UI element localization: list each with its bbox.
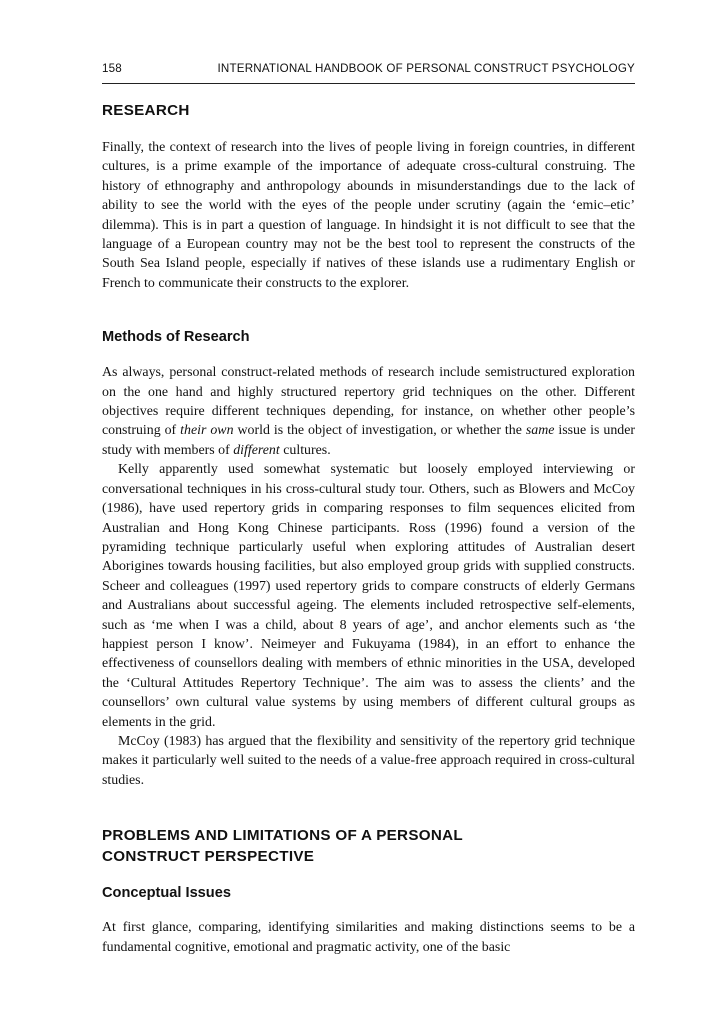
problems-heading [102, 825, 635, 867]
conceptual-section [102, 918, 635, 957]
problems-heading-line-1: PROBLEMS AND LIMITATIONS OF A PERSONAL [102, 827, 463, 845]
methods-p1-em-their-own: their own [180, 423, 234, 439]
book-title: INTERNATIONAL HANDBOOK OF PERSONAL CONSTRUCT PSYCHOLOGY [217, 62, 635, 75]
conceptual-paragraph: At first glance, comparing, identifying similarities and making distinctions seems to be a fundamental cognitive, emotional and pragmatic activity, one of the basic [102, 920, 635, 955]
methods-p1-em-different: different [233, 442, 280, 458]
methods-paragraph-1 [102, 363, 635, 460]
problems-heading-line-2: CONSTRUCT PERSPECTIVE [102, 848, 315, 866]
methods-p1-text-a: As always, personal construct-related methods of research include semistructured exploration on the one hand and highly structured repertory grid techniques on the other. Different objectives require different techniques depending, for instance, on whether other people’s construing of [102, 365, 635, 439]
methods-heading: Methods of Research [102, 329, 250, 346]
methods-p1-em-same: same [525, 423, 555, 439]
book-page [102, 62, 635, 957]
running-header [102, 62, 635, 84]
page-number: 158 [102, 62, 122, 75]
methods-p1-text-c: issue is under study with members of [102, 423, 635, 458]
conceptual-heading: Conceptual Issues [102, 885, 231, 902]
research-section [102, 138, 635, 293]
methods-section [102, 363, 635, 790]
methods-p1-text-d: cultures. [279, 442, 331, 458]
research-paragraph: Finally, the context of research into the lives of people living in foreign countries, in different cultures, is a prime example of the importance of adequate cross-cultural construing. The history of ethnography and anthropology abounds in misunderstandings due to the lack of ability to see the world with the eyes of the people under scrutiny (again the ‘emic–etic’ dilemma). This is in part a question of language. In hindsight it is not difficult to see that the language of a European country may not be the best tool to represent the constructs of the South Sea Island people, especially if natives of these islands use a rudimentary English or French to communicate their constructs to the explorer. [102, 140, 635, 291]
research-heading: RESEARCH [102, 102, 190, 119]
methods-paragraph-3: McCoy (1983) has argued that the flexibility and sensitivity of the repertory grid technique makes it particularly well suited to the needs of a value-free approach required in cross-cultural studies. [102, 733, 635, 788]
methods-paragraph-2: Kelly apparently used somewhat systematic but loosely employed interviewing or conversational techniques in his cross-cultural study tour. Others, such as Blowers and McCoy (1986), have used repertory grids in comparing responses to film sequences elicited from Australian and Hong Kong Chinese participants. Ross (1996) found a version of the pyramiding technique particularly useful when exploring attitudes of Australian desert Aborigines towards housing facilities, but also employed group grids with supplied constructs. Scheer and colleagues (1997) used repertory grids to compare constructs of elderly Germans and Australians about successful ageing. The elements included retrospective self-elements, such as ‘me when I was a child, about 8 years of age’, and anchor elements such as ‘the happiest person I know’. Neimeyer and Fukuyama (1984), in an effort to enhance the effectiveness of counsellors dealing with members of ethnic minorities in the USA, developed the ‘Cultural Attitudes Repertory Technique’. The aim was to assess the clients’ and the counsellors’ own cultural value systems by using members of different cultural groups as elements in the grid. [102, 462, 635, 730]
methods-p1-text-b: world is the object of investigation, or whether the [233, 423, 526, 439]
